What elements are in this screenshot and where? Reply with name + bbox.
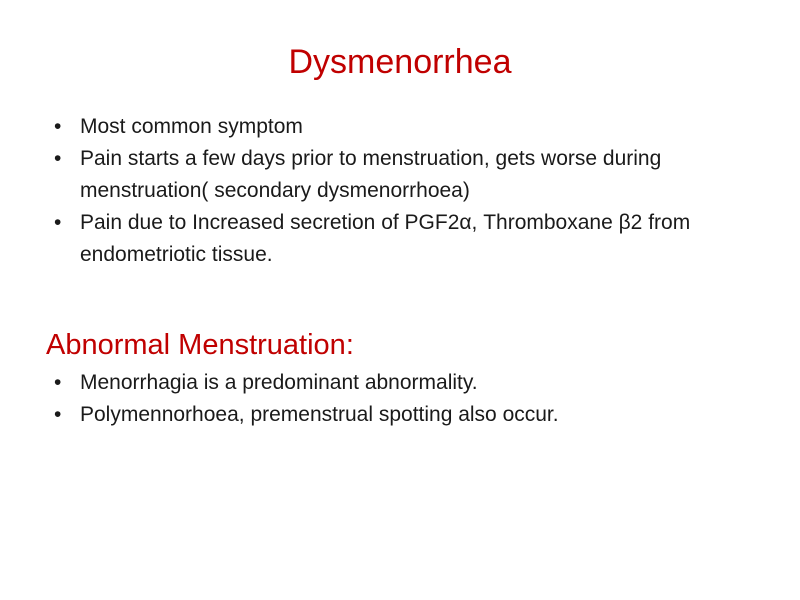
- list-item: [54, 207, 754, 271]
- list-item-text: Menorrhagia is a predominant abnormality.: [80, 371, 478, 394]
- list-item: [54, 143, 754, 207]
- bullet-icon: •: [54, 403, 62, 426]
- bullet-icon: •: [54, 115, 62, 138]
- list-item-text: Most common symptom: [80, 115, 303, 138]
- list-item: [54, 367, 754, 399]
- list-item-text: Pain starts a few days prior to menstruation, gets worse during menstruation( secondary dysmenorrhoea): [80, 147, 662, 202]
- slide-title: Dysmenorrhea: [288, 43, 512, 81]
- bullet-icon: •: [54, 371, 62, 394]
- bullet-icon: •: [54, 211, 62, 234]
- bullet-icon: •: [54, 147, 62, 170]
- list-item: [54, 399, 754, 431]
- list-item-text: Pain due to Increased secretion of PGF2α, Thromboxane β2 from endometriotic tissue.: [80, 211, 691, 266]
- abnormality-list: [54, 367, 754, 431]
- list-item-text: Polymennorhoea, premenstrual spotting also occur.: [80, 403, 559, 426]
- symptom-list: [54, 111, 754, 271]
- section-heading: Abnormal Menstruation:: [46, 329, 354, 361]
- list-item: [54, 111, 754, 143]
